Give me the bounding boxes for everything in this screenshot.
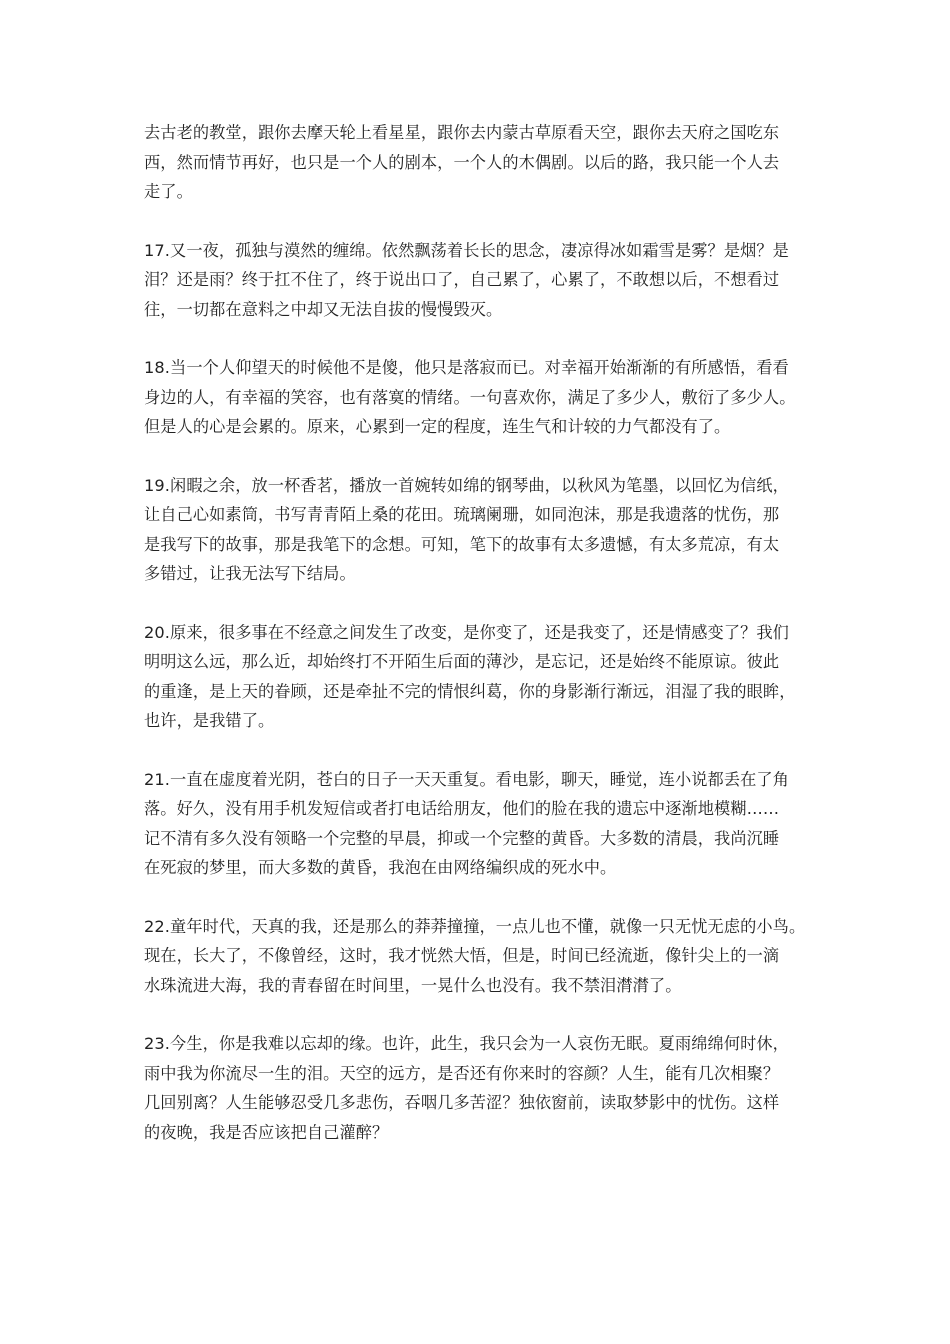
text-line: 但是人的心是会累的。原来，心累到一定的程度，连生气和计较的力气都没有了。 [144, 417, 731, 436]
text-line: 17.又一夜，孤独与漠然的缠绵。依然飘荡着长长的思念，凄凉得冰如霜雪是雾？是烟？是 [144, 240, 789, 260]
text-line: 几回别离？人生能够忍受几多悲伤，吞咽几多苦涩？独依窗前，读取梦影中的忧伤。这样 [144, 1093, 780, 1112]
text-line: 去古老的教堂，跟你去摩天轮上看星星，跟你去内蒙古草原看天空，跟你去天府之国吃东 [144, 123, 780, 142]
paragraph-22 [144, 912, 814, 1001]
text-line: 落。好久，没有用手机发短信或者打电话给朋友，他们的脸在我的遗忘中逐渐地模糊…… [144, 799, 780, 818]
text-line: 20.原来，很多事在不经意之间发生了改变，是你变了，还是我变了，还是情感变了？我们 [144, 622, 789, 642]
text-line: 多错过，让我无法写下结局。 [144, 564, 356, 583]
text-line: 让自己心如素筒，书写青青陌上桑的花田。琉璃阑珊，如同泡沫，那是我遗落的忧伤，那 [144, 505, 780, 524]
text-line: 明明这么远，那么近，却始终打不开陌生后面的薄沙，是忘记，还是始终不能原谅。彼此 [144, 652, 780, 671]
text-line: 在死寂的梦里，而大多数的黄昏，我泡在由网络编织成的死水中。 [144, 858, 617, 877]
text-line: 西，然而情节再好，也只是一个人的剧本，一个人的木偶剧。以后的路，我只能一个人去 [144, 152, 780, 172]
text-line: 往，一切都在意料之中却又无法自拔的慢慢毁灭。 [144, 299, 503, 319]
paragraph-21 [144, 765, 814, 883]
text-line: 18.当一个人仰望天的时候他不是傻，他只是落寂而已。对幸福开始渐渐的有所感悟，看看 [144, 358, 789, 377]
text-line: 是我写下的故事，那是我笔下的念想。可知，笔下的故事有太多遗憾，有太多荒凉，有太 [144, 534, 780, 554]
text-line: 雨中我为你流尽一生的泪。天空的远方，是否还有你来时的容颜？人生，能有几次相聚？ [144, 1063, 780, 1083]
text-line: 身边的人，有幸福的笑容，也有落寞的情绪。一句喜欢你，满足了多少人，敷衍了多少人。 [144, 387, 796, 407]
paragraph-17 [144, 236, 814, 325]
text-line: 水珠流进大海，我的青春留在时间里，一晃什么也没有。我不禁泪潸潸了。 [144, 975, 682, 995]
paragraph-20 [144, 618, 814, 736]
text-line: 记不清有多久没有领略一个完整的早晨，抑或一个完整的黄昏。大多数的清晨，我尚沉睡 [144, 828, 780, 848]
text-line: 19.闲暇之余，放一杯香茗，播放一首婉转如绵的钢琴曲，以秋风为笔墨，以回忆为信纸， [144, 475, 789, 495]
text-line: 的夜晚，我是否应该把自己灌醉？ [144, 1122, 389, 1142]
paragraph-19 [144, 471, 814, 589]
paragraph-18 [144, 353, 814, 442]
paragraph-16-continuation [144, 118, 814, 207]
text-line: 现在，长大了，不像曾经，这时，我才恍然大悟，但是，时间已经流逝，像针尖上的一滴 [144, 946, 780, 965]
text-line: 22.童年时代，天真的我，还是那么的莽莽撞撞，一点儿也不懂，就像一只无忧无虑的小鸟。 [144, 916, 806, 936]
text-line: 23.今生，你是我难以忘却的缘。也许，此生，我只会为一人哀伤无眠。夏雨绵绵何时休， [144, 1034, 789, 1053]
text-line: 21.一直在虚度着光阴，苍白的日子一天天重复。看电影，聊天，睡觉，连小说都丢在了角 [144, 769, 789, 789]
document-body [144, 118, 814, 1176]
text-line: 走了。 [144, 182, 193, 201]
text-line: 泪？还是雨？终于扛不住了，终于说出口了，自己累了，心累了，不敢想以后，不想看过 [144, 270, 780, 289]
paragraph-23 [144, 1029, 814, 1147]
text-line: 的重逢，是上天的眷顾，还是牵扯不完的情恨纠葛，你的身影渐行渐远，泪湿了我的眼眸， [144, 681, 796, 701]
text-line: 也许，是我错了。 [144, 711, 275, 730]
